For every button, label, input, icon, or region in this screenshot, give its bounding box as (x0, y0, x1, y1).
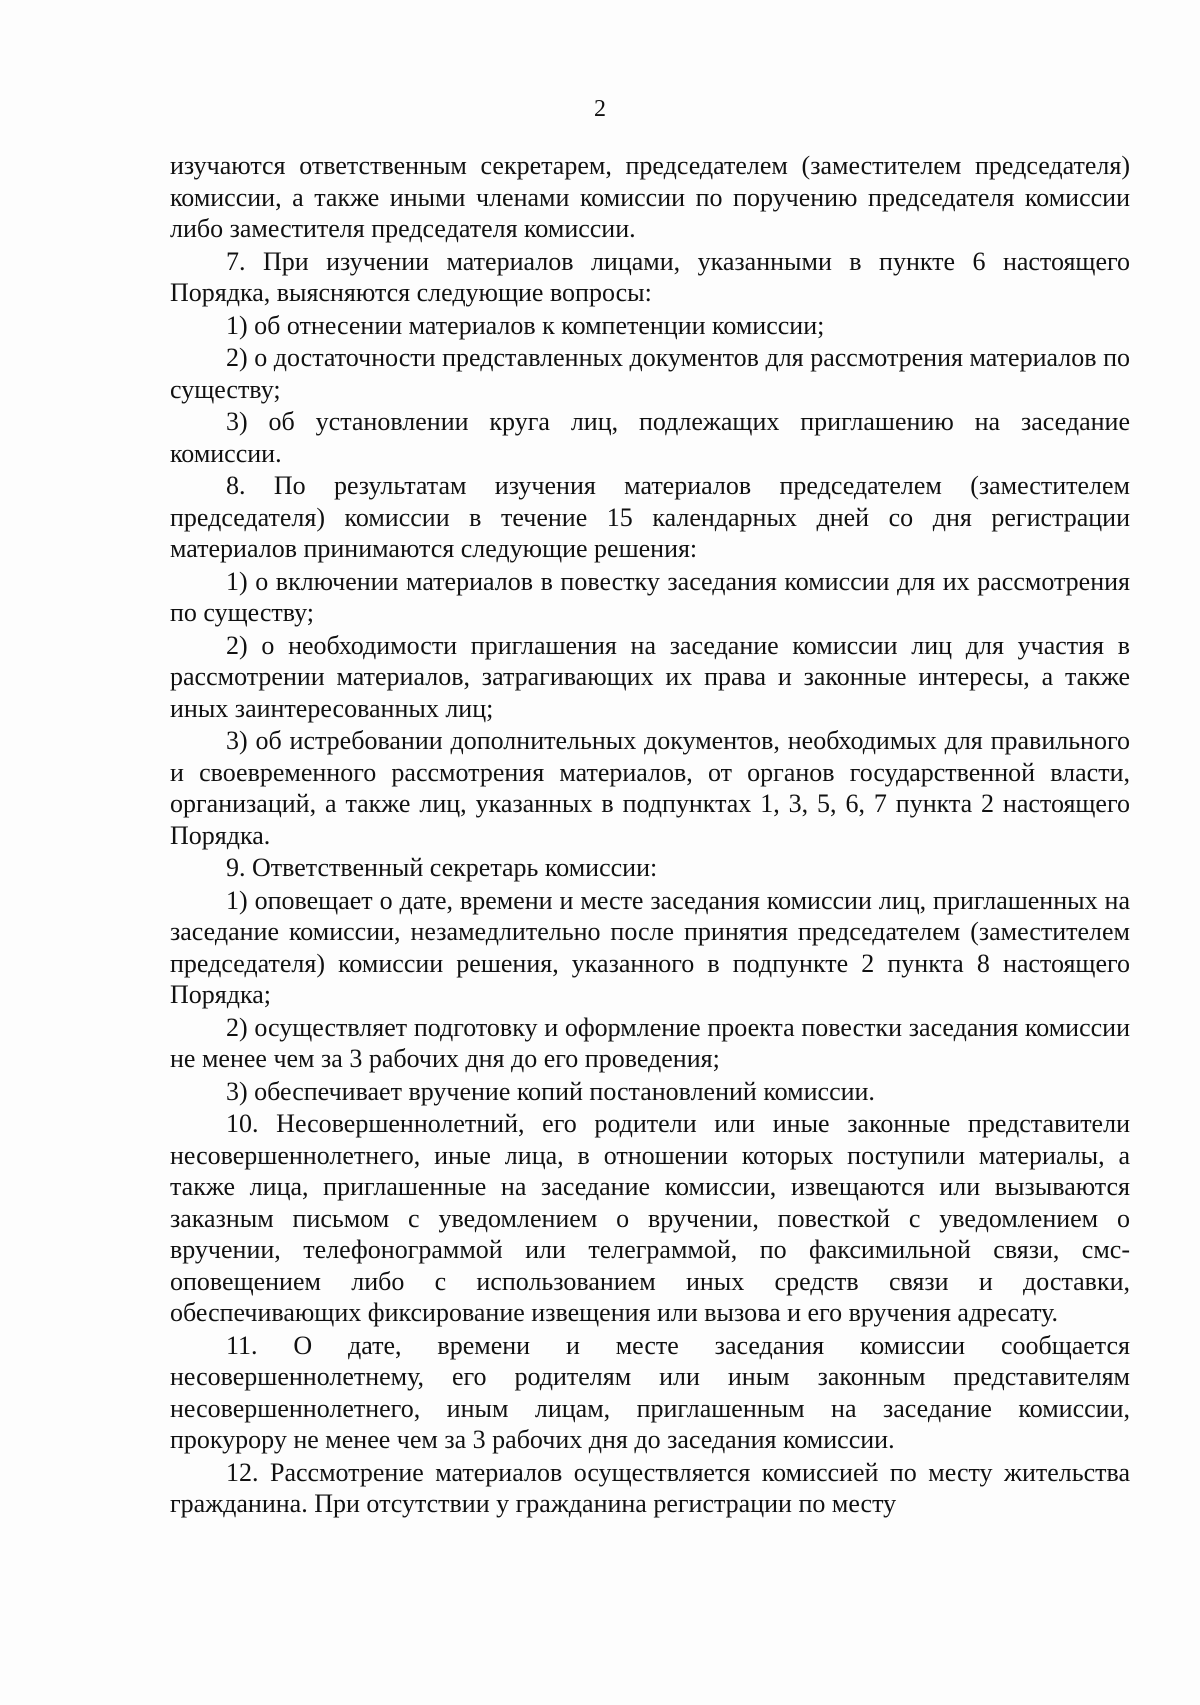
page-number: 2 (594, 96, 606, 122)
paragraph: 2) о достаточности представленных документов для рассмотрения материалов по существу; (170, 343, 1130, 404)
paragraph: 12. Рассмотрение материалов осуществляется комиссией по месту жительства гражданина. При отсутствии у гражданина регистрации по месту (170, 1457, 1130, 1518)
paragraph: 1) о включении материалов в повестку заседания комиссии для их рассмотрения по существу; (170, 566, 1130, 627)
paragraph: 3) об установлении круга лиц, подлежащих приглашению на заседание комиссии. (170, 407, 1130, 468)
document-body (170, 150, 1130, 1521)
paragraph: 9. Ответственный секретарь комиссии: (226, 853, 658, 882)
paragraph: изучаются ответственным секретарем, председателем (заместителем председателя) комиссии, а также иными членами комиссии по поручению председателя комиссии либо заместителя председателя комиссии. (170, 151, 1130, 243)
paragraph: 7. При изучении материалов лицами, указанными в пункте 6 настоящего Порядка, выясняются следующие вопросы: (170, 246, 1130, 307)
paragraph: 3) об истребовании дополнительных документов, необходимых для правильного и своевременного рассмотрения материалов, от органов государственной власти, организаций, а также лиц, указанных в подпунктах 1, 3, 5, 6, 7 пункта 2 настоящего Порядка. (170, 726, 1130, 850)
paragraph: 10. Несовершеннолетний, его родители или иные законные представители несовершеннолетнего, иные лица, в отношении которых поступили материалы, а также лица, приглашенные на заседание комиссии, извещаются или вызываются заказным письмом с уведомлением о вручении, повесткой с уведомлением о вручении, телефонограммой или телеграммой, по факсимильной связи, смс-оповещением либо с использованием иных средств связи и доставки, обеспечивающих фиксирование извещения или вызова и его вручения адресату. (170, 1109, 1130, 1327)
paragraph: 1) об отнесении материалов к компетенции комиссии; (226, 310, 825, 340)
paragraph: 1) оповещает о дате, времени и месте заседания комиссии лиц, приглашенных на заседание комиссии, незамедлительно после принятия председателем (заместителем председателя) комиссии решения, указанного в подпункте 2 пункта 8 настоящего Порядка; (170, 885, 1130, 1009)
paragraph: 11. О дате, времени и месте заседания комиссии сообщается несовершеннолетнему, его родителям или иным законным представителям несовершеннолетнего, иным лицам, приглашенным на заседание комиссии, прокурору не менее чем за 3 рабочих дня до заседания комиссии. (170, 1330, 1130, 1454)
paragraph: 8. По результатам изучения материалов председателем (заместителем председателя) комиссии в течение 15 календарных дней со дня регистрации материалов принимаются следующие решения: (170, 471, 1130, 563)
paragraph: 3) обеспечивает вручение копий постановлений комиссии. (226, 1076, 875, 1106)
paragraph: 2) осуществляет подготовку и оформление проекта повестки заседания комиссии не менее чем за 3 рабочих дня до его проведения; (170, 1012, 1130, 1073)
paragraph: 2) о необходимости приглашения на заседание комиссии лиц для участия в рассмотрении материалов, затрагивающих их права и законные интересы, а также иных заинтересованных лиц; (170, 630, 1130, 723)
